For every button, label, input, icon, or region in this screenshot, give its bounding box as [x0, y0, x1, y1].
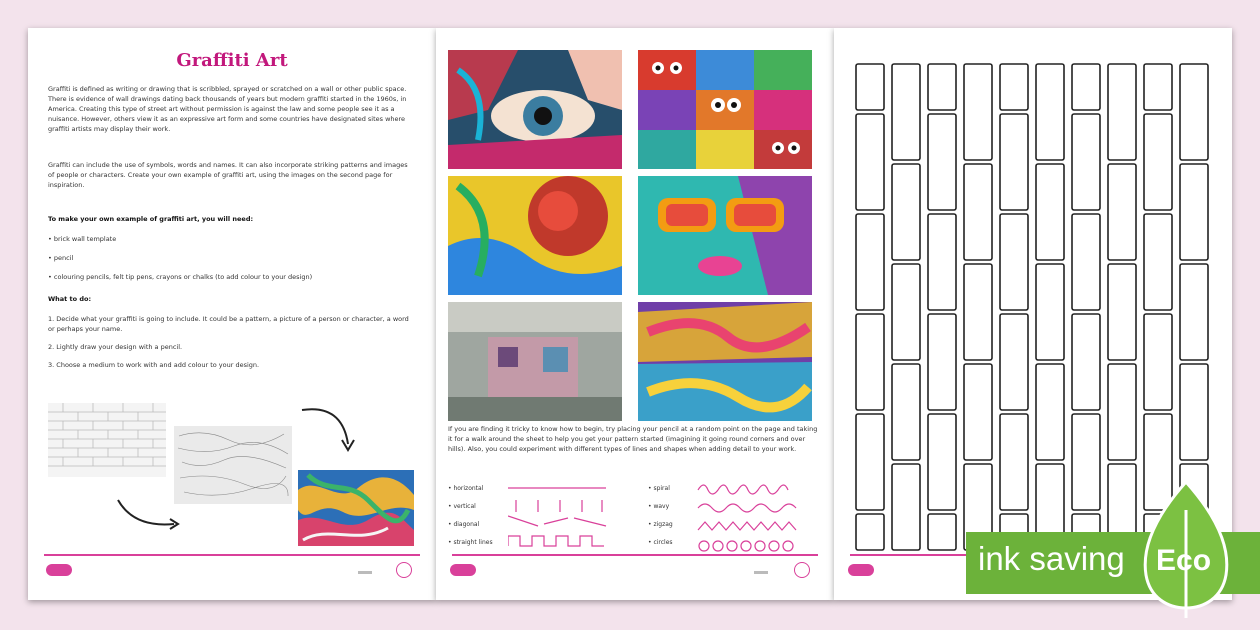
eco-label: Eco: [1156, 544, 1212, 577]
steps-list: [48, 314, 414, 370]
line-type-label: • straight lines: [448, 539, 493, 546]
footer-page-marker: [754, 571, 768, 574]
graffiti-photo-lettering: [638, 302, 812, 421]
publisher-logo-icon: [46, 564, 72, 576]
materials-item: • colouring pencils, felt tip pens, crayons or chalks (to add colour to your design): [48, 273, 313, 281]
materials-heading: To make your own example of graffiti art, you will need:: [48, 215, 254, 223]
materials-list: [48, 234, 414, 282]
page-title: Graffiti Art: [176, 50, 288, 71]
coloured-graffiti-thumbnail: [298, 470, 414, 546]
brick-wall-template: [846, 62, 1226, 552]
footer-rule: [44, 554, 420, 556]
line-type-label: • diagonal: [448, 521, 480, 528]
footer-rule: [452, 554, 818, 556]
line-examples-left: [508, 482, 608, 552]
steps-heading: What to do:: [48, 295, 92, 303]
line-type-label: • vertical: [448, 503, 476, 510]
publisher-logo-icon: [848, 564, 874, 576]
ink-saving-label: ink saving: [978, 540, 1125, 577]
graffiti-photo-sunglasses-face: [638, 176, 812, 295]
graffiti-photo-building: [448, 302, 622, 421]
arrow-icon: [298, 404, 358, 456]
publisher-logo-icon: [450, 564, 476, 576]
materials-item: • brick wall template: [48, 235, 117, 243]
footer-badge-icon: [396, 562, 412, 578]
graffiti-photo-eye: [448, 50, 622, 169]
line-type-label: • zigzag: [648, 521, 673, 528]
page-2-inspiration-sheet: [436, 28, 834, 600]
line-type-label: • circles: [648, 539, 673, 546]
line-type-label: • spiral: [648, 485, 670, 492]
line-type-label: • wavy: [648, 503, 670, 510]
brick-wall-thumbnail: [48, 403, 166, 477]
materials-item: • pencil: [48, 254, 74, 262]
step-item: 1. Decide what your graffiti is going to include. It could be a pattern, a picture of a person or character, a word or perhaps your name.: [48, 315, 409, 333]
arrow-icon: [114, 494, 184, 534]
intro-paragraph: Graffiti is defined as writing or drawing that is scribbled, sprayed or scratched on a wall or other public space. There is evidence of wall drawings dating back thousands of years but modern graffiti started in the 1960s, in America. Creating this type of street art without permission is against the law and some people see it as a nuisance. However, others view it as an expressive art form and some countries have designated sites where graffiti artists may display their work.: [48, 85, 407, 133]
intro-paragraph-2: Graffiti can include the use of symbols, words and names. It can also incorporate striking patterns and images of people or characters. Create your own example of graffiti art, using the images on the second page for inspiration.: [48, 161, 408, 189]
footer-badge-icon: [794, 562, 810, 578]
step-item: 2. Lightly draw your design with a pencil.: [48, 343, 183, 351]
page-1-info-sheet: [28, 28, 436, 600]
line-examples-right: [696, 480, 816, 552]
footer-page-marker: [358, 571, 372, 574]
tip-paragraph: If you are finding it tricky to know how to begin, try placing your pencil at a random point on the page and taking it for a walk around the sheet to help you get your pattern started (imagining it going round corners and over hills). Also, you could experiment with different types of lines and shapes when adding detail to your work.: [448, 425, 818, 453]
graffiti-photo-monsters: [638, 50, 812, 169]
graffiti-photo-abstract: [448, 176, 622, 295]
sketch-thumbnail: [174, 426, 292, 504]
step-item: 3. Choose a medium to work with and add colour to your design.: [48, 361, 260, 369]
line-type-label: • horizontal: [448, 485, 484, 492]
